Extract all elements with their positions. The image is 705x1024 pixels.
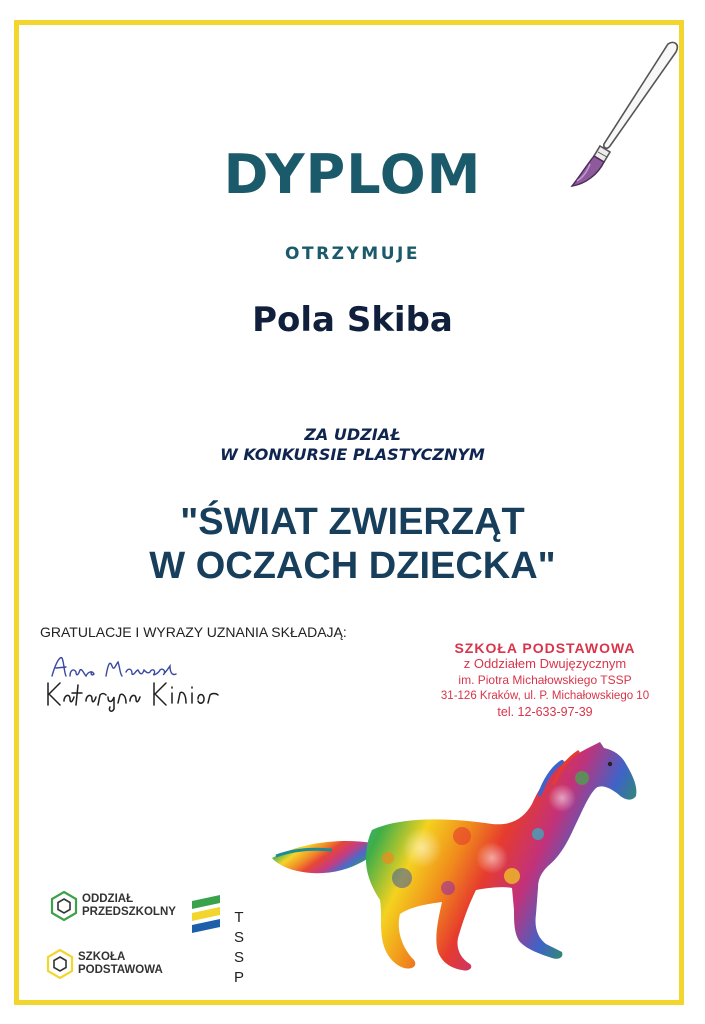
tssp-letter: T (234, 909, 244, 926)
award-reason (0, 425, 705, 465)
school-logo-line: PODSTAWOWA (78, 964, 163, 976)
receives-label: OTRZYMUJE (285, 244, 420, 264)
preschool-logo-line: PRZEDSZKOLNY (82, 906, 176, 918)
signature-2 (42, 675, 227, 713)
stamp-line: SZKOŁA PODSTAWOWA (454, 640, 636, 656)
tssp-letter: S (233, 949, 244, 966)
rainbow-horse-illustration (262, 738, 647, 993)
tssp-letter: S (233, 929, 244, 946)
school-stamp (430, 640, 660, 720)
stamp-line: 31-126 Kraków, ul. P. Michałowskiego 10 (440, 690, 650, 702)
award-reason-line: W KONKURSIE PLASTYCZNYM (220, 445, 485, 464)
diploma-title: DYPLOM (223, 143, 482, 206)
award-reason-line: ZA UDZIAŁ (304, 425, 401, 444)
tssp-logo-icon (190, 893, 228, 937)
contest-title-line: "ŚWIAT ZWIERZĄT (180, 501, 525, 543)
school-logo-line: SZKOŁA (78, 951, 126, 963)
school-logo-icon (46, 948, 74, 980)
stamp-line: tel. 12-633-97-39 (497, 705, 593, 719)
contest-title-line: W OCZACH DZIECKA" (149, 545, 556, 587)
recipient-name: Pola Skiba (252, 300, 453, 340)
preschool-logo-line: ODDZIAŁ (82, 893, 134, 905)
tssp-logo-text (233, 908, 245, 988)
congratulations-label: GRATULACJE I WYRAZY UZNANIA SKŁADAJĄ: (40, 624, 347, 640)
preschool-logo-icon (50, 890, 78, 922)
contest-title (0, 500, 705, 588)
stamp-line: z Oddziałem Dwujęzycznym (463, 656, 627, 671)
tssp-letter: P (233, 969, 244, 986)
stamp-line: im. Piotra Michałowskiego TSSP (458, 673, 632, 687)
